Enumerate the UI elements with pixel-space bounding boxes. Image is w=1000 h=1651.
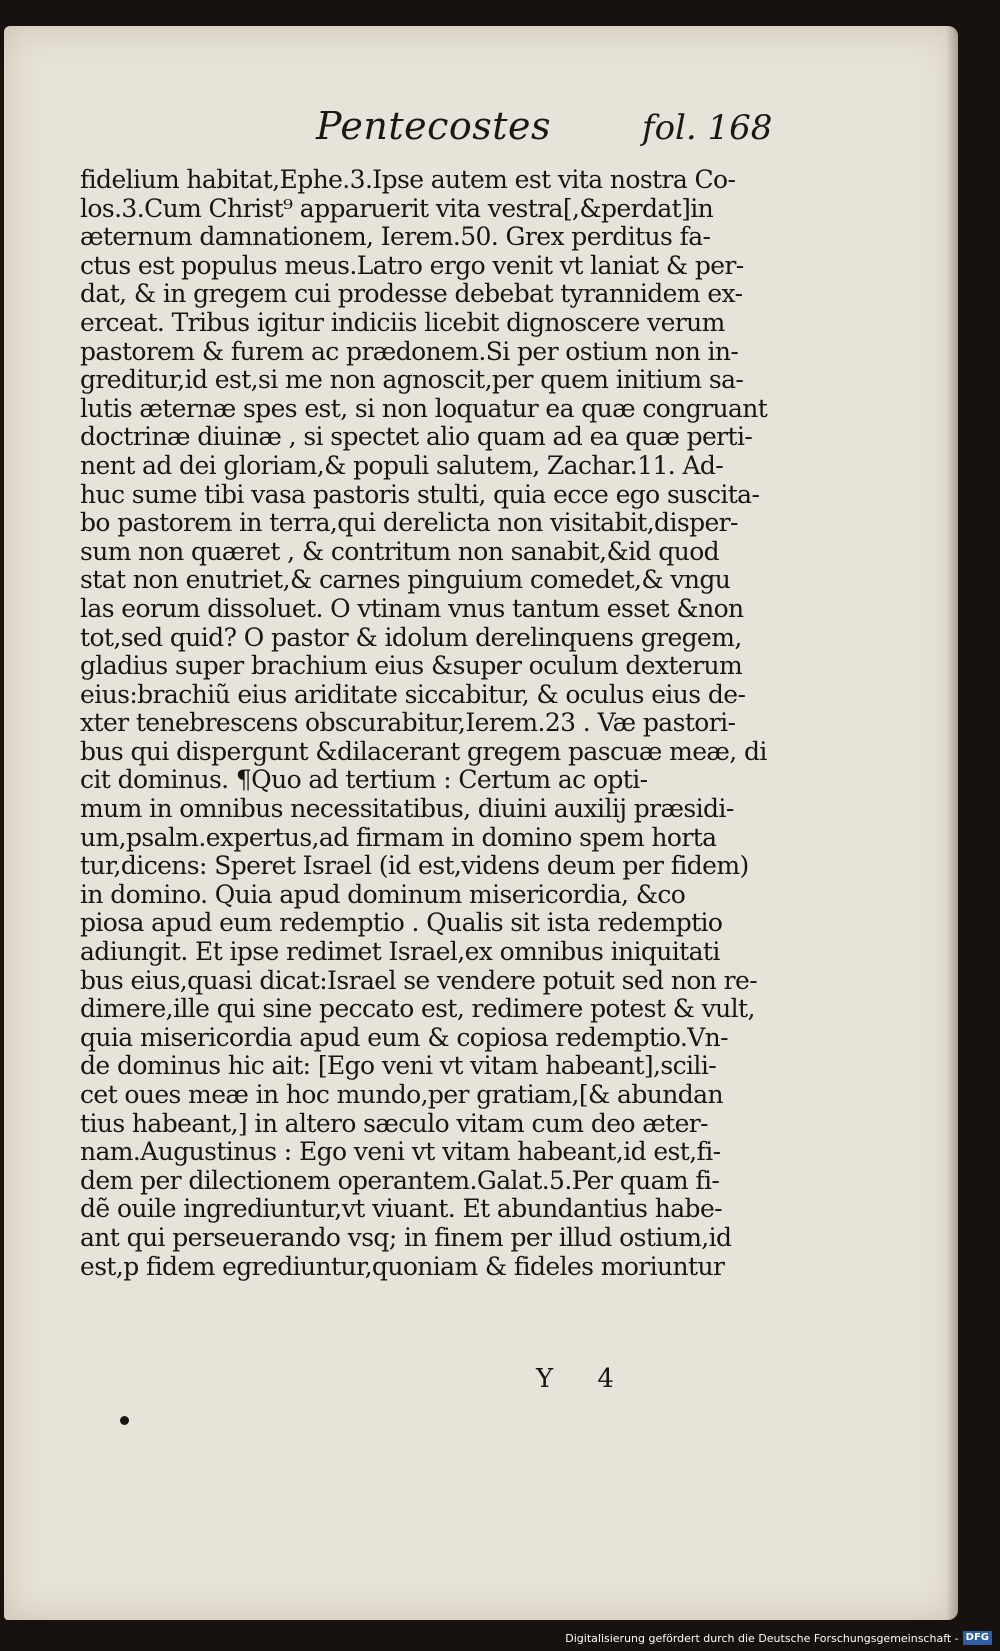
text-line: fidelium habitat,Ephe.3.Ipse autem est vita nostra Co-: [80, 165, 736, 194]
text-line: bo pastorem in terra,qui derelicta non visitabit,disper-: [80, 508, 738, 538]
text-line: sum non quæret , & contritum non sanabit,&id quod: [80, 536, 720, 566]
text-line: adiungit. Et ipse redimet Israel,ex omnibus iniquitati: [80, 937, 720, 967]
text-line: ant qui perseuerando vsq; in finem per illud ostium,id: [80, 1222, 732, 1252]
text-line: um,psalm.expertus,ad firmam in domino spem horta: [80, 822, 717, 852]
text-line: cit dominus. ¶Quo ad tertium : Certum ac opti-: [80, 765, 648, 795]
text-line: nent ad dei gloriam,& populi salutem, Zachar.11. Ad-: [80, 450, 724, 480]
text-line: huc sume tibi vasa pastoris stulti, quia ecce ego suscita-: [80, 479, 760, 509]
text-line: ctus est populus meus.Latro ergo venit vt laniat & per-: [80, 250, 744, 280]
text-line: dat, & in gregem cui prodesse debebat tyrannidem ex-: [80, 279, 743, 309]
running-title: Pentecostes: [316, 104, 552, 148]
text-line: greditur,id est,si me non agnoscit,per quem initium sa-: [80, 365, 744, 395]
text-line: gladius super brachium eius &super oculum dexterum: [80, 651, 743, 681]
text-line: xter tenebrescens obscurabitur,Ierem.23 . Væ pastori-: [80, 708, 736, 738]
funding-credit: Digitalisierung gefördert durch die Deutsche Forschungsgemeinschaft -: [565, 1631, 959, 1645]
text-line: mum in omnibus necessitatibus, diuini auxilij præsidi-: [80, 794, 734, 824]
text-line: bus qui dispergunt &dilacerant gregem pascuæ meæ, di: [80, 736, 767, 766]
text-line: tur,dicens: Speret Israel (id est,videns deum per fidem): [80, 851, 749, 881]
text-line: quia misericordia apud eum & copiosa redemptio.Vn-: [80, 1022, 729, 1052]
text-line: tius habeant,] in altero sæculo vitam cum deo æter-: [80, 1108, 708, 1138]
text-line: piosa apud eum redemptio . Qualis sit ista redemptio: [80, 908, 723, 938]
book-page: [4, 26, 958, 1620]
page-edge-shadow: [946, 26, 958, 1620]
text-line: eius:brachiũ eius ariditate siccabitur, & oculus eius de-: [80, 679, 746, 709]
text-line: nam.Augustinus : Ego veni vt vitam habeant,id est,fi-: [80, 1137, 721, 1167]
text-line: lutis æternæ spes est, si non loquatur ea quæ congruant: [80, 393, 768, 423]
text-line: pastorem & furem ac prædonem.Si per ostium non in-: [80, 336, 739, 366]
text-line: æternum damnationem, Ierem.50. Grex perditus fa-: [80, 222, 711, 252]
signature-mark: Y 4: [536, 1364, 632, 1394]
text-line: dem per dilectionem operantem.Galat.5.Per quam fi-: [80, 1165, 720, 1195]
ink-dot: [120, 1416, 129, 1425]
text-line: dimere,ille qui sine peccato est, redimere potest & vult,: [80, 994, 755, 1024]
dfg-logo: DFG: [963, 1631, 992, 1645]
text-line: stat non enutriet,& carnes pinguium comedet,& vngu: [80, 565, 731, 595]
digitization-footer: [565, 1629, 992, 1647]
text-line: tot,sed quid? O pastor & idolum derelinquens gregem,: [80, 622, 742, 652]
text-line: erceat. Tribus igitur indiciis licebit dignoscere verum: [80, 307, 725, 337]
text-line: cet oues meæ in hoc mundo,per gratiam,[& abundan: [80, 1080, 723, 1109]
text-line: in domino. Quia apud dominum misericordia, &co: [80, 879, 686, 909]
text-line: las eorum dissoluet. O vtinam vnus tantum esset &non: [80, 593, 744, 623]
body-text: [80, 165, 768, 1281]
running-head: [4, 104, 958, 164]
folio-number: fol. 168: [642, 108, 773, 148]
text-line: dẽ ouile ingrediuntur,vt viuant. Et abundantius habe-: [80, 1194, 722, 1224]
text-line: doctrinæ diuinæ , si spectet alio quam ad ea quæ perti-: [80, 422, 753, 452]
text-line: de dominus hic ait: [Ego veni vt vitam habeant],scili-: [80, 1051, 717, 1081]
text-line: los.3.Cum Christ⁹ apparuerit vita vestra[,&perdat]in: [80, 193, 714, 223]
text-line: bus eius,quasi dicat:Israel se vendere potuit sed non re-: [80, 965, 758, 995]
text-line: est,p fidem egrediuntur,quoniam & fideles moriuntur: [80, 1251, 725, 1281]
